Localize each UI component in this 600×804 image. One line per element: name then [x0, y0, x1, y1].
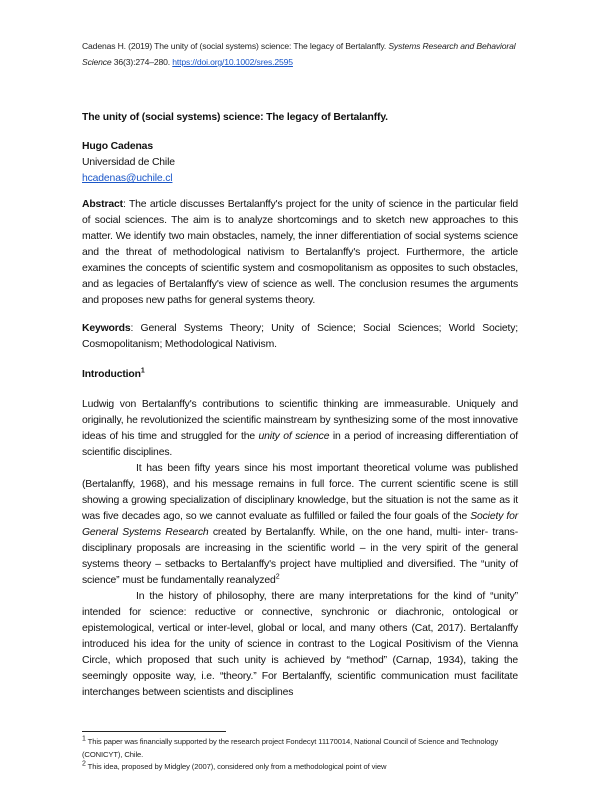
section-heading-introduction	[82, 367, 518, 383]
footnote-text: This paper was financially supported by the research project Fondecyt 11170014, National Council of Science and Technology (CONICYT), Chile.	[82, 737, 499, 759]
author-name: Hugo Cadenas	[82, 141, 153, 152]
author-block	[82, 139, 518, 187]
citation-header	[82, 38, 518, 70]
paragraph-1	[82, 397, 518, 461]
abstract	[82, 197, 518, 309]
footnote-number: 1	[82, 735, 86, 743]
author-affiliation: Universidad de Chile	[82, 157, 175, 168]
footnote-2	[82, 761, 522, 774]
footnote-divider	[82, 731, 226, 732]
text: Ludwig von Bertalanffy's contributions to scientific thinking are immeasurable. Uniquely and originally, he revolutionized the scientific mainstream by synthesizing some of the most innovative ideas of his time and struggled for the	[82, 399, 518, 442]
citation-volume: 36(3):274–280.	[113, 57, 170, 67]
emphasis: Society for General Systems Research	[82, 511, 519, 538]
footnote-text: This idea, proposed by Midgley (2007), considered only from a methodological point of view	[85, 762, 387, 771]
abstract-label: Abstract	[82, 199, 123, 210]
keywords	[82, 321, 518, 353]
author-email-link[interactable]: hcadenas@uchile.cl	[82, 173, 173, 184]
keywords-text: : General Systems Theory; Unity of Science; Social Sciences; World Society; Cosmopolitanism; Methodological Nativism.	[82, 323, 518, 350]
text: It has been fifty years since his most important theoretical volume was published (Bertalanffy, 1968), and his message remains in full force. The current scientific scene is still showing a growing specialization of disciplinary knowledge, but the situation is not the same as it was five decades ago, so we cannot evaluate as fulfilled or failed the four goals of the	[82, 463, 518, 522]
citation-authors: Cadenas H. (2019) The unity of (social systems) science: The legacy of Bertalanffy.	[82, 41, 387, 51]
text: in a period of increasing differentiation of scientific disciplines.	[82, 431, 519, 458]
introduction-body	[82, 397, 518, 701]
keywords-label: Keywords	[82, 323, 131, 334]
paragraph-2	[82, 461, 518, 589]
footnote-ref-1: 1	[140, 367, 145, 375]
paper-title: The unity of (social systems) science: The legacy of Bertalanffy.	[82, 112, 388, 123]
footnote-ref-2: 2	[275, 573, 280, 581]
text: created by Bertalanffy. While, on the one hand, multi- inter- trans- disciplinary proposals are increasing in the scientific world – in the very spirit of the general systems theory – setbacks to Bertalanffy's project have multiplied and diversified. The “unity of science” must be fundamentally reanalyzed	[82, 527, 518, 586]
footnote-1	[82, 736, 522, 761]
emphasis: unity of science	[258, 431, 330, 442]
section-heading-text: Introduction	[82, 369, 141, 380]
paragraph-3: In the history of philosophy, there are many interpretations for the kind of “unity” intended for science: reductive or connective, synchronic or diachronic, ontological or epistemological, vertical or inter-level, global or local, and many others (Cat, 2017). Bertalanffy introduced his idea for the unity of science in contrast to the Logical Positivism of the Vienna Circle, which proposed that such unity is achieved by “method” (Carnap, 1934), taking the seemingly opposite way, i.e. “theory.” For Bertalanffy, scientific communication must facilitate interchanges between scientists and disciplines	[82, 591, 518, 698]
abstract-text: : The article discusses Bertalanffy's project for the unity of science in the particular field of social sciences. The aim is to analyze shortcomings and to sketch new approaches to this matter. We identify two main obstacles, namely, the inner differentiation of social systems science and the threat of methodological nativism to Bertalanffy's project. Furthermore, the article examines the concepts of scientific system and cosmopolitanism as opposites to such obstacles, and as legacies of Bertalanffy's view of science as well. The conclusion resumes the arguments and proposes new paths for general systems theory.	[82, 199, 518, 306]
doi-link[interactable]: https://doi.org/10.1002/sres.2595	[172, 57, 293, 67]
footnote-number: 2	[82, 760, 86, 768]
citation-journal: Systems Research and Behavioral Science	[82, 41, 516, 67]
